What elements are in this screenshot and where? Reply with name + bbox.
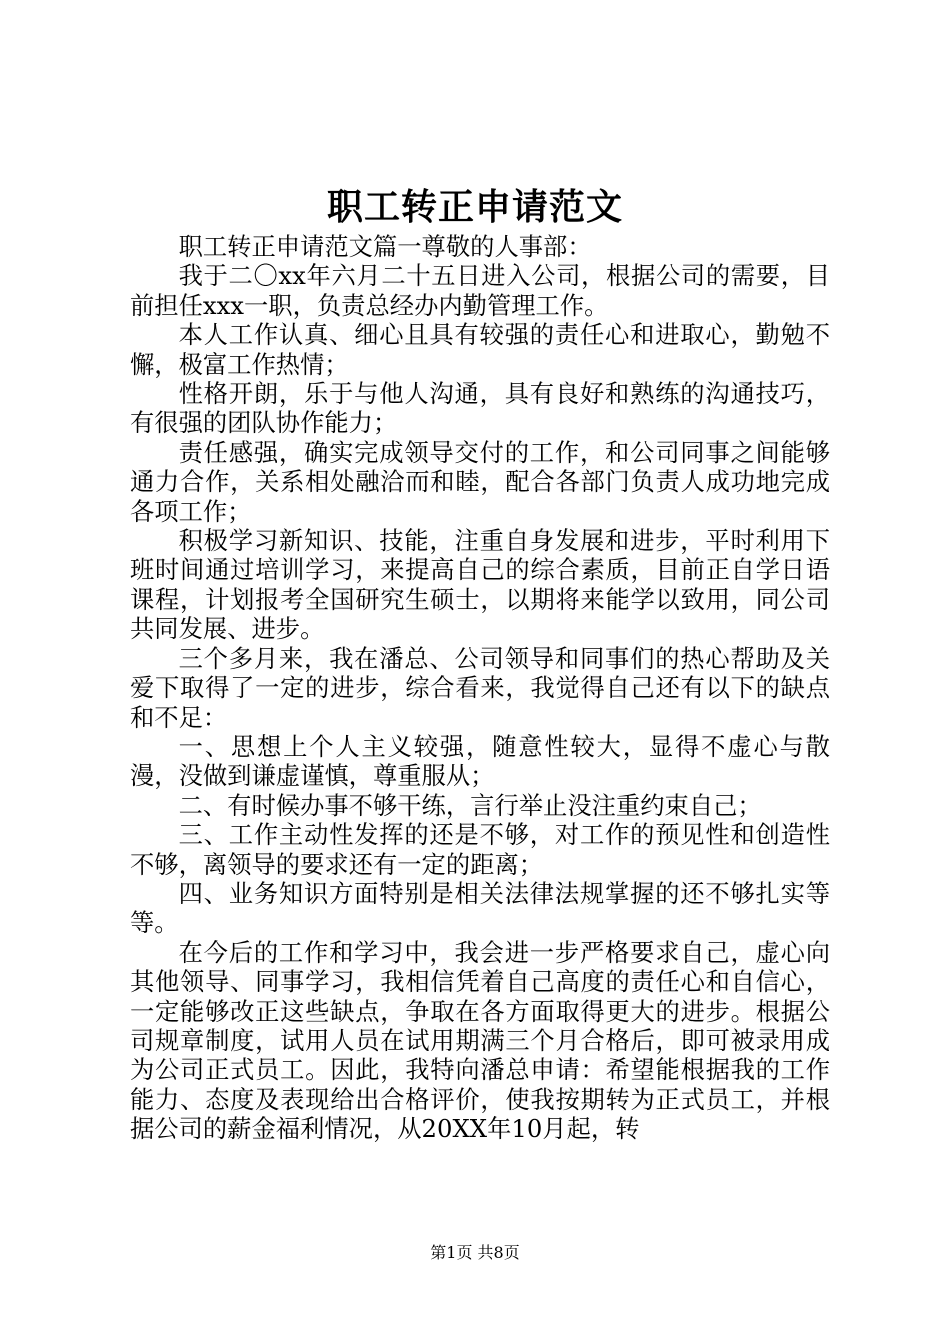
paragraph-shortcoming-2: 二、有时候办事不够干练，言行举止没注重约束自己； <box>178 790 762 820</box>
paragraph-learning: 积极学习新知识、技能，注重自身发展和进步，平时利用下班时间通过培训学习，来提高自己的综合素质，目前正自学日语课程，计划报考全国研究生硕士，以期将来能学以致用，同公司共同发展、进步。 <box>130 526 830 644</box>
paragraph-responsibility: 责任感强，确实完成领导交付的工作，和公司同事之间能够通力合作，关系相处融洽而和睦，配合各部门负责人成功地完成各项工作； <box>130 437 830 526</box>
paragraph-shortcoming-3: 三、工作主动性发挥的还是不够，对工作的预见性和创造性不够，离领导的要求还有一定的距离； <box>130 820 830 879</box>
paragraph-shortcoming-1: 一、思想上个人主义较强，随意性较大，显得不虚心与散漫，没做到谦虚谨慎，尊重服从； <box>130 731 830 791</box>
paragraph-request: 在今后的工作和学习中，我会进一步严格要求自己，虚心向其他领导、同事学习，我相信凭着自己高度的责任心和自信心，一定能够改正这些缺点，争取在各方面取得更大的进步。根据公司规章制度，试用人员在试用期满三个月合格后，即可被录用成为公司正式员工。因此，我特向潘总申请：希望能根据我的工作能力、态度及表现给出合格评价，使我按期转为正式员工，并根据公司的薪金福利情况，从20XX年10月起，转 <box>130 937 830 1144</box>
paragraph-salutation: 职工转正申请范文篇一尊敬的人事部： <box>178 232 592 261</box>
document-body <box>130 232 830 1144</box>
paragraph-entry-date: 我于二〇xx年六月二十五日进入公司，根据公司的需要，目前担任xxx一职，负责总经办内勤管理工作。 <box>130 261 830 320</box>
page-footer: 第1页 共8页 <box>430 1243 520 1262</box>
paragraph-progress: 三个多月来，我在潘总、公司领导和同事们的热心帮助及关爱下取得了一定的进步，综合看来，我觉得自己还有以下的缺点和不足： <box>130 643 830 732</box>
document-title: 职工转正申请范文 <box>326 186 623 228</box>
paragraph-attitude: 本人工作认真、细心且具有较强的责任心和进取心，勤勉不懈，极富工作热情； <box>130 320 830 379</box>
paragraph-shortcoming-4: 四、业务知识方面特别是相关法律法规掌握的还不够扎实等等。 <box>130 878 830 938</box>
paragraph-personality: 性格开朗，乐于与他人沟通，具有良好和熟练的沟通技巧，有很强的团队协作能力； <box>130 379 830 438</box>
